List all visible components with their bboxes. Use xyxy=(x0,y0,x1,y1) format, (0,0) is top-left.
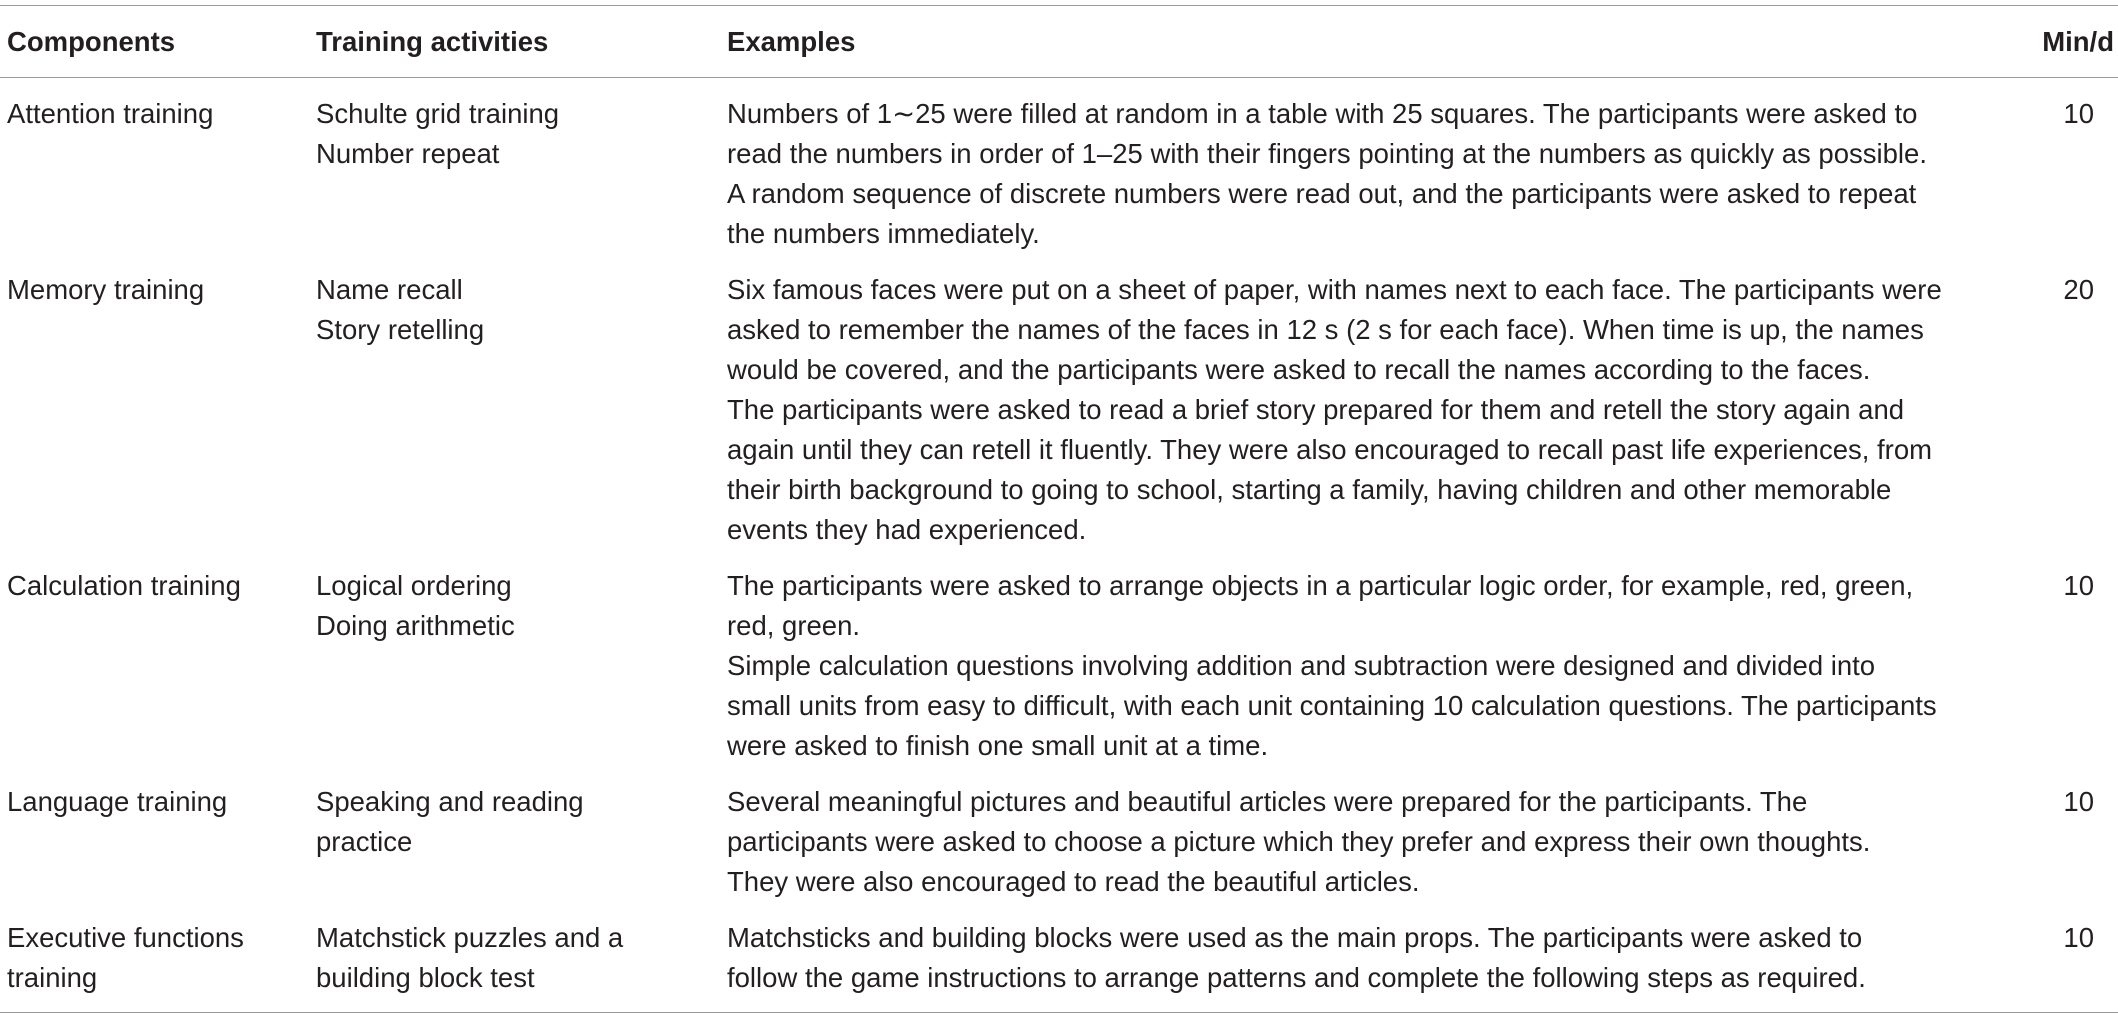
example-line: would be covered, and the participants were asked to recall the names according to the faces. xyxy=(727,354,1871,385)
component-line: Executive functions xyxy=(7,922,244,953)
cell-activities xyxy=(316,768,727,904)
table-body xyxy=(0,78,2118,1013)
example-line: Several meaningful pictures and beautiful articles were prepared for the participants. The xyxy=(727,786,1808,817)
table-row xyxy=(0,552,2118,768)
header-components: Components xyxy=(0,6,316,78)
cell-component xyxy=(0,78,316,257)
activity-line: building block test xyxy=(316,962,535,993)
example-line: red, green. xyxy=(727,610,861,641)
example-line: The participants were asked to read a brief story prepared for them and retell the story again and xyxy=(727,394,1905,425)
cell-examples xyxy=(727,768,1987,904)
example-line: asked to remember the names of the faces in 12 s (2 s for each face). When time is up, the names xyxy=(727,314,1924,345)
table-row xyxy=(0,768,2118,904)
example-line: participants were asked to choose a picture which they prefer and express their own thoughts. xyxy=(727,826,1871,857)
activity-line: Logical ordering xyxy=(316,570,512,601)
example-line: Numbers of 1∼25 were filled at random in a table with 25 squares. The participants were asked to xyxy=(727,98,1918,129)
cell-examples xyxy=(727,78,1987,257)
activity-line: Doing arithmetic xyxy=(316,610,515,641)
cell-min-per-day: 10 xyxy=(2063,786,2094,817)
cell-examples xyxy=(727,256,1987,552)
example-line: A random sequence of discrete numbers were read out, and the participants were asked to repeat xyxy=(727,178,1917,209)
example-line: They were also encouraged to read the beautiful articles. xyxy=(727,866,1420,897)
example-line: again until they can retell it fluently. They were also encouraged to recall past life experiences, from xyxy=(727,434,1933,465)
example-line: the numbers immediately. xyxy=(727,218,1040,249)
cell-examples xyxy=(727,552,1987,768)
activity-line: Schulte grid training xyxy=(316,98,560,129)
example-line: The participants were asked to arrange objects in a particular logic order, for example, red, green, xyxy=(727,570,1914,601)
cell-component xyxy=(0,768,316,904)
activity-line: practice xyxy=(316,826,413,857)
table-header xyxy=(0,6,2118,78)
example-line: events they had experienced. xyxy=(727,514,1087,545)
example-line: their birth background to going to school, starting a family, having children and other memorable xyxy=(727,474,1892,505)
example-line: Matchsticks and building blocks were used as the main props. The participants were asked to xyxy=(727,922,1863,953)
table-row xyxy=(0,256,2118,552)
example-line: read the numbers in order of 1–25 with their fingers pointing at the numbers as quickly as possible. xyxy=(727,138,1927,169)
header-examples: Examples xyxy=(727,6,1987,78)
component-line: Language training xyxy=(7,786,228,817)
cell-min-per-day: 20 xyxy=(2063,274,2094,305)
component-line: training xyxy=(7,962,98,993)
header-min-per-day: Min/d xyxy=(1987,6,2118,78)
cell-activities xyxy=(316,78,727,257)
header-row xyxy=(0,6,2118,78)
component-line: Calculation training xyxy=(7,570,241,601)
cell-component xyxy=(0,904,316,1013)
activity-line: Matchstick puzzles and a xyxy=(316,922,624,953)
cell-activities xyxy=(316,256,727,552)
example-line: small units from easy to difficult, with each unit containing 10 calculation questions. The participants xyxy=(727,690,1937,721)
component-line: Attention training xyxy=(7,98,214,129)
activity-line: Name recall xyxy=(316,274,463,305)
table-row xyxy=(0,78,2118,257)
cell-activities xyxy=(316,904,727,1013)
training-program-table xyxy=(0,5,2118,1013)
cell-min-per-day: 10 xyxy=(1987,904,2118,1013)
example-line: Simple calculation questions involving addition and subtraction were designed and divided into xyxy=(727,650,1876,681)
table-row xyxy=(0,904,2118,1013)
component-line: Memory training xyxy=(7,274,205,305)
header-training-activities: Training activities xyxy=(316,6,727,78)
example-line: were asked to finish one small unit at a time. xyxy=(727,730,1269,761)
cell-component xyxy=(0,552,316,768)
activity-line: Story retelling xyxy=(316,314,485,345)
cell-activities xyxy=(316,552,727,768)
activity-line: Speaking and reading xyxy=(316,786,584,817)
example-line: Six famous faces were put on a sheet of paper, with names next to each face. The participants were xyxy=(727,274,1942,305)
cell-component xyxy=(0,256,316,552)
cell-min-per-day: 10 xyxy=(2063,570,2094,601)
example-line: follow the game instructions to arrange patterns and complete the following steps as required. xyxy=(727,962,1866,993)
cell-examples xyxy=(727,904,1987,1013)
cell-min-per-day: 10 xyxy=(2063,98,2094,129)
activity-line: Number repeat xyxy=(316,138,500,169)
